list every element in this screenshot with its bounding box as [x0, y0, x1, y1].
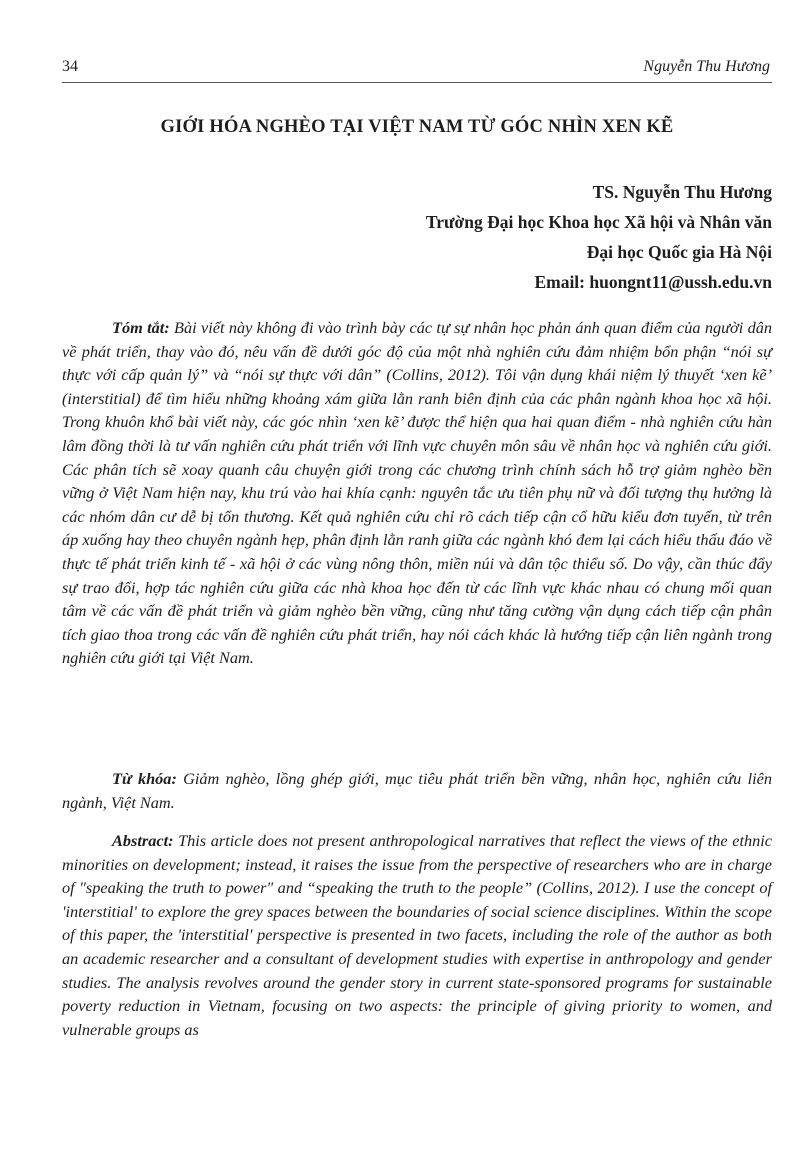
author-affiliation-2: Đại học Quốc gia Hà Nội [586, 242, 772, 262]
abstract-vietnamese [62, 316, 772, 670]
page-header [62, 56, 772, 83]
keywords-vietnamese [62, 767, 772, 814]
abstract-vietnamese-label: Tóm tắt: [112, 318, 170, 337]
page-number: 34 [62, 58, 78, 75]
author-email: Email: huongnt11@ussh.edu.vn [534, 272, 772, 292]
abstract-english-text: This article does not present anthropological narratives that reflect the views of the ethnic minorities on development; instead, it raises the issue from the perspective of researchers who are in charge of "speaking the truth to power" and “speaking the truth to the people” (Collins, 2012). I use the concept of 'interstitial' to explore the grey spaces between the boundaries of social science disciplines. Within the scope of this paper, the 'interstitial' perspective is presented in two facets, including the role of the author as both an academic researcher and a consultant of development studies with expertise in anthropology and gender studies. The analysis revolves around the gender story in current state-sponsored programs for sustainable poverty reduction in Vietnam, focusing on two aspects: the principle of giving priority to women, and vulnerable groups as [62, 831, 772, 1039]
keywords-label: Từ khóa: [112, 769, 177, 788]
running-head-author: Nguyễn Thu Hương [643, 58, 770, 75]
abstract-english-label: Abstract: [112, 831, 174, 850]
author-block [212, 177, 772, 297]
abstract-vietnamese-text: Bài viết này không đi vào trình bày các tự sự nhân học phản ánh quan điểm của người dân về phát triển, thay vào đó, nêu vấn đề dưới góc độ của một nhà nghiên cứu đảm nhiệm bổn phận “nói sự thực với cấp quản lý” và “nói sự thực với dân” (Collins, 2012). Tôi vận dụng khái niệm lý thuyết ‘xen kẽ’ (interstitial) để tìm hiểu những khoảng xám giữa lằn ranh biên định của các phân ngành khoa học xã hội. Trong khuôn khổ bài viết này, các góc nhìn ‘xen kẽ’ được thể hiện qua hai quan điểm - nhà nghiên cứu hàn lâm đồng thời là tư vấn nghiên cứu phát triển với lĩnh vực chuyên môn sâu về nhân học và nghiên cứu giới. Các phân tích sẽ xoay quanh câu chuyện giới trong các chương trình chính sách hỗ trợ giảm nghèo bền vững ở Việt Nam hiện nay, khu trú vào hai khía cạnh: nguyên tắc ưu tiên phụ nữ và đối tượng thụ hưởng là các nhóm dân cư dễ bị tổn thương. Kết quả nghiên cứu chỉ rõ cách tiếp cận cổ hữu kiểu đơn tuyến, từ trên áp xuống hay theo chuyên ngành hẹp, phân định lằn ranh giữa các ngành khó đem lại cách hiểu thấu đáo về thực tế phát triển kinh tế - xã hội ở các vùng nông thôn, miền núi và dân tộc thiểu số. Do vậy, cần thúc đẩy sự trao đổi, hợp tác nghiên cứu giữa các nhà khoa học đến từ các lĩnh vực khác nhau có chung mối quan tâm về các vấn đề phát triển và giảm nghèo bền vững, cũng như tăng cường vận dụng cách tiếp cận phân tích giao thoa trong các vấn đề nghiên cứu phát triển, hay nói cách khác là hướng tiếp cận liên ngành trong nghiên cứu giới tại Việt Nam. [62, 318, 772, 668]
author-affiliation-1: Trường Đại học Khoa học Xã hội và Nhân văn [425, 212, 772, 232]
author-name: TS. Nguyễn Thu Hương [592, 182, 772, 202]
keywords-text: Giảm nghèo, lồng ghép giới, mục tiêu phát triển bền vững, nhân học, nghiên cứu liên ngành, Việt Nam. [62, 769, 772, 812]
article-title: GIỚI HÓA NGHÈO TẠI VIỆT NAM TỪ GÓC NHÌN XEN KẼ [160, 117, 674, 137]
abstract-english [62, 829, 772, 1041]
